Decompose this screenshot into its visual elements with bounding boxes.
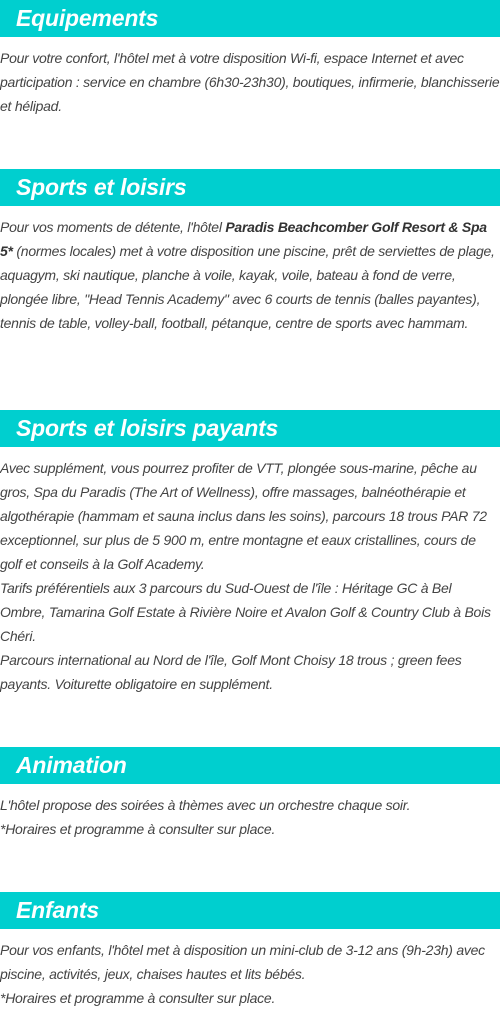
section-body-sports-loisirs-payants	[0, 456, 500, 696]
paragraph: Pour votre confort, l'hôtel met à votre disposition Wi-fi, espace Internet et avec participation : service en chambre (6h30-23h30), boutiques, infirmerie, blanchisserie et hélipad.	[0, 50, 500, 114]
section-header-animation	[0, 747, 500, 784]
hotel-name: Paradis Beachcomber Golf Resort & Spa 5*	[0, 219, 487, 259]
paragraph: L'hôtel propose des soirées à thèmes avec un orchestre chaque soir.	[0, 797, 411, 813]
section-sports-loisirs	[0, 169, 500, 335]
section-title-equipements: Equipements	[16, 5, 159, 31]
paragraph: Pour vos enfants, l'hôtel met à disposition un mini-club de 3-12 ans (9h-23h) avec piscine, activités, jeux, chaises hautes et lits bébés.	[0, 942, 485, 982]
paragraph: *Horaires et programme à consulter sur place.	[0, 821, 276, 837]
section-body-equipements	[0, 46, 500, 118]
paragraph: *Horaires et programme à consulter sur place.	[0, 990, 276, 1006]
section-animation	[0, 747, 500, 841]
section-title-sports-loisirs: Sports et loisirs	[16, 174, 187, 200]
section-body-enfants	[0, 938, 500, 1010]
section-header-enfants	[0, 892, 500, 929]
paragraph: Tarifs préférentiels aux 3 parcours du Sud-Ouest de l'île : Héritage GC à Bel Ombre, Tamarina Golf Estate à Rivière Noire et Avalon Golf & Country Club à Bois Chéri.	[0, 580, 491, 644]
section-title-sports-loisirs-payants: Sports et loisirs payants	[16, 415, 279, 441]
section-header-equipements	[0, 0, 500, 37]
section-header-sports-loisirs	[0, 169, 500, 206]
section-body-sports-loisirs	[0, 215, 500, 335]
paragraph: Parcours international au Nord de l'île, Golf Mont Choisy 18 trous ; green fees payants. Voiturette obligatoire en supplément.	[0, 652, 462, 692]
section-title-enfants: Enfants	[16, 897, 99, 923]
section-header-sports-loisirs-payants	[0, 410, 500, 447]
rest-text: (normes locales) met à votre disposition une piscine, prêt de serviettes de plage, aquagym, ski nautique, planche à voile, kayak, voile, bateau à fond de verre, plongée libre, "Head Tennis Academy" avec 6 courts de tennis (balles payantes), tennis de table, volley-ball, football, pétanque, centre de sports avec hammam.	[0, 243, 495, 331]
section-body-animation	[0, 793, 500, 841]
intro-text: Pour vos moments de détente, l'hôtel	[0, 219, 226, 235]
paragraph: Avec supplément, vous pourrez profiter de VTT, plongée sous-marine, pêche au gros, Spa du Paradis (The Art of Wellness), offre massages, balnéothérapie et algothérapie (hammam et sauna inclus dans les soins), parcours 18 trous PAR 72 exceptionnel, sur plus de 5 900 m, entre montagne et eaux cristallines, cours de golf et conseils à la Golf Academy.	[0, 460, 487, 572]
section-title-animation: Animation	[16, 752, 127, 778]
paragraph	[0, 215, 500, 335]
section-sports-loisirs-payants	[0, 410, 500, 696]
section-equipements	[0, 0, 500, 118]
section-enfants	[0, 892, 500, 1010]
